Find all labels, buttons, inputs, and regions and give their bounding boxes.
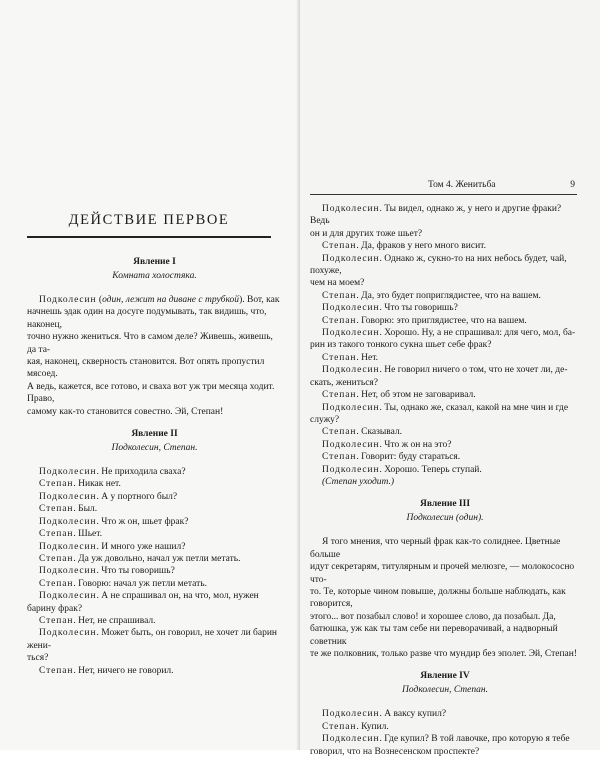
scene-setting: Подколесин, Степан. [111, 443, 198, 454]
speaker-name: Подколесин [39, 591, 97, 602]
line-text: . Ты, однако же, сказал, какой на мне чин и где служу? [310, 402, 569, 425]
line-text: . Нет. [356, 352, 379, 363]
continuation-line: скать, жениться? [310, 377, 379, 388]
speaker-name: Степан [39, 615, 74, 626]
left-page [0, 0, 300, 750]
dialogue-line [27, 491, 282, 503]
speaker-name: Подколесин [322, 464, 380, 475]
dialogue-line [310, 402, 580, 427]
continuation-line: он и для других тоже шьет? [310, 228, 423, 239]
dialogue-line [27, 516, 282, 528]
dialogue-line [310, 389, 580, 401]
line-text: . Никак нет. [73, 479, 121, 490]
dialogue-line [27, 541, 282, 553]
running-head-title: Том 4. Женитьба [428, 180, 496, 190]
speaker-name: Подколесин [39, 516, 97, 527]
text-line: то. Те, которые чином повыше, должны больше наблюдать, как говорится, [310, 586, 566, 610]
line-text: . Хорошо. Теперь ступай. [379, 464, 482, 475]
speaker-name: Степан [39, 578, 74, 589]
dialogue-line [27, 503, 282, 515]
text-line: А ведь, кажется, все готово, и сваха вот уж три месяца ходит. Право, [27, 381, 275, 405]
line-text: . Да уж довольно, начал уж петли метать. [73, 553, 241, 564]
text-line: этого... вот позабыл слово! и хорошее слово, да позабыл. Да, [310, 611, 556, 622]
dialogue-line [310, 451, 580, 463]
line-text: . И много уже нашил? [96, 541, 186, 552]
text-line: точно нужно жениться. Что в самом деле? Живешь, живешь, да та- [27, 332, 273, 355]
speaker-name: Степан [322, 241, 357, 252]
line-text: . Ты видел, однако ж, у него и другие фраки? Ведь [310, 204, 562, 227]
right-page [300, 0, 600, 757]
line-text: . Говорю: начал уж петли метать. [73, 578, 207, 589]
text-line: начнешь эдак один на досуге подумывать, так видишь, что, наконец, [27, 307, 267, 330]
line-text: . Однако ж, сукно-то на них небось будет, чай, похуже, [310, 253, 567, 277]
line-text: . Говорит: буду стараться. [356, 452, 461, 463]
speaker-name: Подколесин [322, 709, 380, 720]
speaker-name: Подколесин [322, 204, 380, 214]
line-text: . Что ж он, шьет фрак? [96, 516, 189, 527]
speaker-name: Подколесин [322, 328, 380, 339]
line-text: . Что ж он на это? [379, 439, 452, 450]
line-text: . Да, это будет поприглядистее, что на вашем. [356, 290, 541, 301]
scene-2-dialogue [27, 466, 282, 677]
dialogue-line [310, 464, 580, 476]
line-text: . Нет, не спрашивал. [73, 615, 156, 626]
speaker-name: Степан [322, 290, 357, 301]
page-number: 9 [570, 180, 575, 190]
line-text: . Что ты говоришь? [96, 566, 175, 577]
line-text: . Хорошо. Ну, а не спрашивал: для чего, мол, ба- [379, 328, 576, 339]
line-text: . Говорю: это приглядистее, что на вашем. [356, 315, 527, 326]
speaker-name: Степан [39, 504, 74, 515]
text-line: батюшка, уж как ты там себе ни переворачивай, а надворный советник [310, 624, 558, 647]
text-line: кая, наконец, скверность становится. Вот опять пропустил мясоед. [27, 357, 265, 380]
dialogue-line [310, 253, 580, 278]
speaker-name: Степан [39, 665, 74, 676]
dialogue-line [310, 240, 580, 252]
text-line: самому как-то становится совестно. Эй, Степан! [27, 406, 224, 417]
text-fragment: ). Вот, как [239, 295, 280, 305]
line-text: . Нет, об этом не заговаривал. [356, 390, 476, 401]
speaker-name: Подколесин [39, 491, 97, 502]
scene-heading: Явление III [419, 499, 471, 510]
dialogue-line [27, 478, 282, 490]
dialogue-line [310, 352, 580, 364]
dialogue-line [310, 302, 580, 314]
dialogue-line [310, 290, 580, 302]
text-line: Я того мнения, что черный фрак как-то солиднее. Цветные больше [310, 537, 561, 560]
speaker-name: Подколесин [39, 467, 97, 478]
dialogue-line [27, 466, 282, 478]
continuation-line: чем на моем? [310, 278, 365, 289]
line-text: . Может быть, он говорил, не хочет ли барин жени- [27, 628, 277, 651]
speaker-name: Степан [322, 390, 357, 401]
line-text: . Шьет. [73, 529, 103, 540]
dialogue-line [27, 590, 282, 615]
line-text: . Что ты говоришь? [379, 303, 458, 314]
stage-direction: (Степан уходит.) [322, 476, 395, 487]
dialogue-line [27, 565, 282, 577]
speaker-name: Подколесин [322, 734, 380, 745]
scene-setting: Подколесин, Степан. [402, 685, 488, 696]
dialogue-line [310, 721, 580, 733]
line-text: . Не говорил ничего о том, что не хочет ли, де- [379, 365, 568, 376]
dialogue-line [27, 615, 282, 627]
speaker-name: Подколесин [39, 541, 97, 552]
scene-setting: Подколесин (один). [406, 513, 484, 524]
speaker-name: Степан [322, 427, 357, 438]
line-text: . А ваксу купил? [379, 709, 447, 720]
speaker-name: Степан [322, 352, 357, 363]
dialogue-line [27, 578, 282, 590]
text-line: идут секретарям, титулярным и прочей мелюзге, — молокососно что- [310, 562, 575, 585]
speaker-name: Подколесин [322, 402, 380, 413]
speaker-name: Подколесин [39, 628, 97, 639]
scene-3-monologue [310, 536, 580, 660]
dialogue-line [310, 203, 580, 228]
speaker-name: Подколесин [39, 566, 97, 577]
dialogue-line [27, 665, 282, 677]
line-text: . А у портного был? [96, 491, 178, 502]
dialogue-line [27, 627, 282, 652]
continuation-line: говорил, что на Вознесенском проспекте? [310, 746, 480, 757]
speaker-name: Подколесин [39, 295, 97, 305]
line-text: . Не приходила сваха? [96, 467, 186, 478]
line-text: . Сказывал. [356, 427, 403, 438]
line-text: . Нет, ничего не говорил. [73, 665, 174, 676]
text-fragment: ( [96, 295, 103, 305]
scene-setting: Комната холостяка. [112, 271, 197, 281]
dialogue-line [310, 733, 580, 745]
dialogue-line [310, 426, 580, 438]
scene-heading: Явление IV [420, 671, 470, 682]
speaker-name: Степан [322, 315, 357, 326]
speaker-name: Степан [39, 529, 74, 540]
continuation-line: рин из такого тонкого сукна шьет себе фрак? [310, 340, 492, 351]
speaker-name: Степан [39, 479, 74, 490]
line-text: . Да, фраков у него много висит. [356, 241, 486, 252]
dialogue-line [310, 439, 580, 451]
scene-1-monologue [27, 294, 282, 418]
speaker-name: Подколесин [322, 303, 380, 314]
speaker-name: Подколесин [322, 253, 380, 264]
stage-direction: один, лежит на диване с трубкой [102, 295, 240, 305]
dialogue-line [310, 364, 580, 376]
scene-heading: Явление II [131, 429, 178, 440]
line-text: . Купил. [356, 721, 389, 732]
continuation-line: ться? [27, 653, 49, 664]
dialogue-line [310, 708, 580, 720]
scene-heading: Явление I [133, 257, 176, 267]
speaker-name: Степан [322, 721, 357, 732]
dialogue-line [310, 315, 580, 327]
dialogue-line [27, 553, 282, 565]
dialogue-line [27, 528, 282, 540]
speaker-name: Подколесин [322, 439, 380, 450]
line-text: . Был. [73, 504, 98, 515]
speaker-name: Степан [39, 553, 74, 564]
speaker-name: Подколесин [322, 365, 380, 376]
text-line: те же полковник, только разве что мундир без эполет. Эй, Степан! [310, 649, 577, 659]
dialogue-line [310, 327, 580, 339]
scene-2-continuation [310, 203, 580, 488]
running-head [310, 180, 577, 195]
scene-4-dialogue [310, 708, 580, 758]
speaker-name: Степан [322, 452, 357, 463]
text-line [27, 294, 282, 306]
line-text: . А не спрашивал он, на что, мол, нужен барину фрак? [27, 591, 259, 614]
line-text: . Где купил? В той лавочке, про которую я тебе [379, 734, 570, 745]
act-title: ДЕЙСТВИЕ ПЕРВОЕ [27, 212, 271, 238]
